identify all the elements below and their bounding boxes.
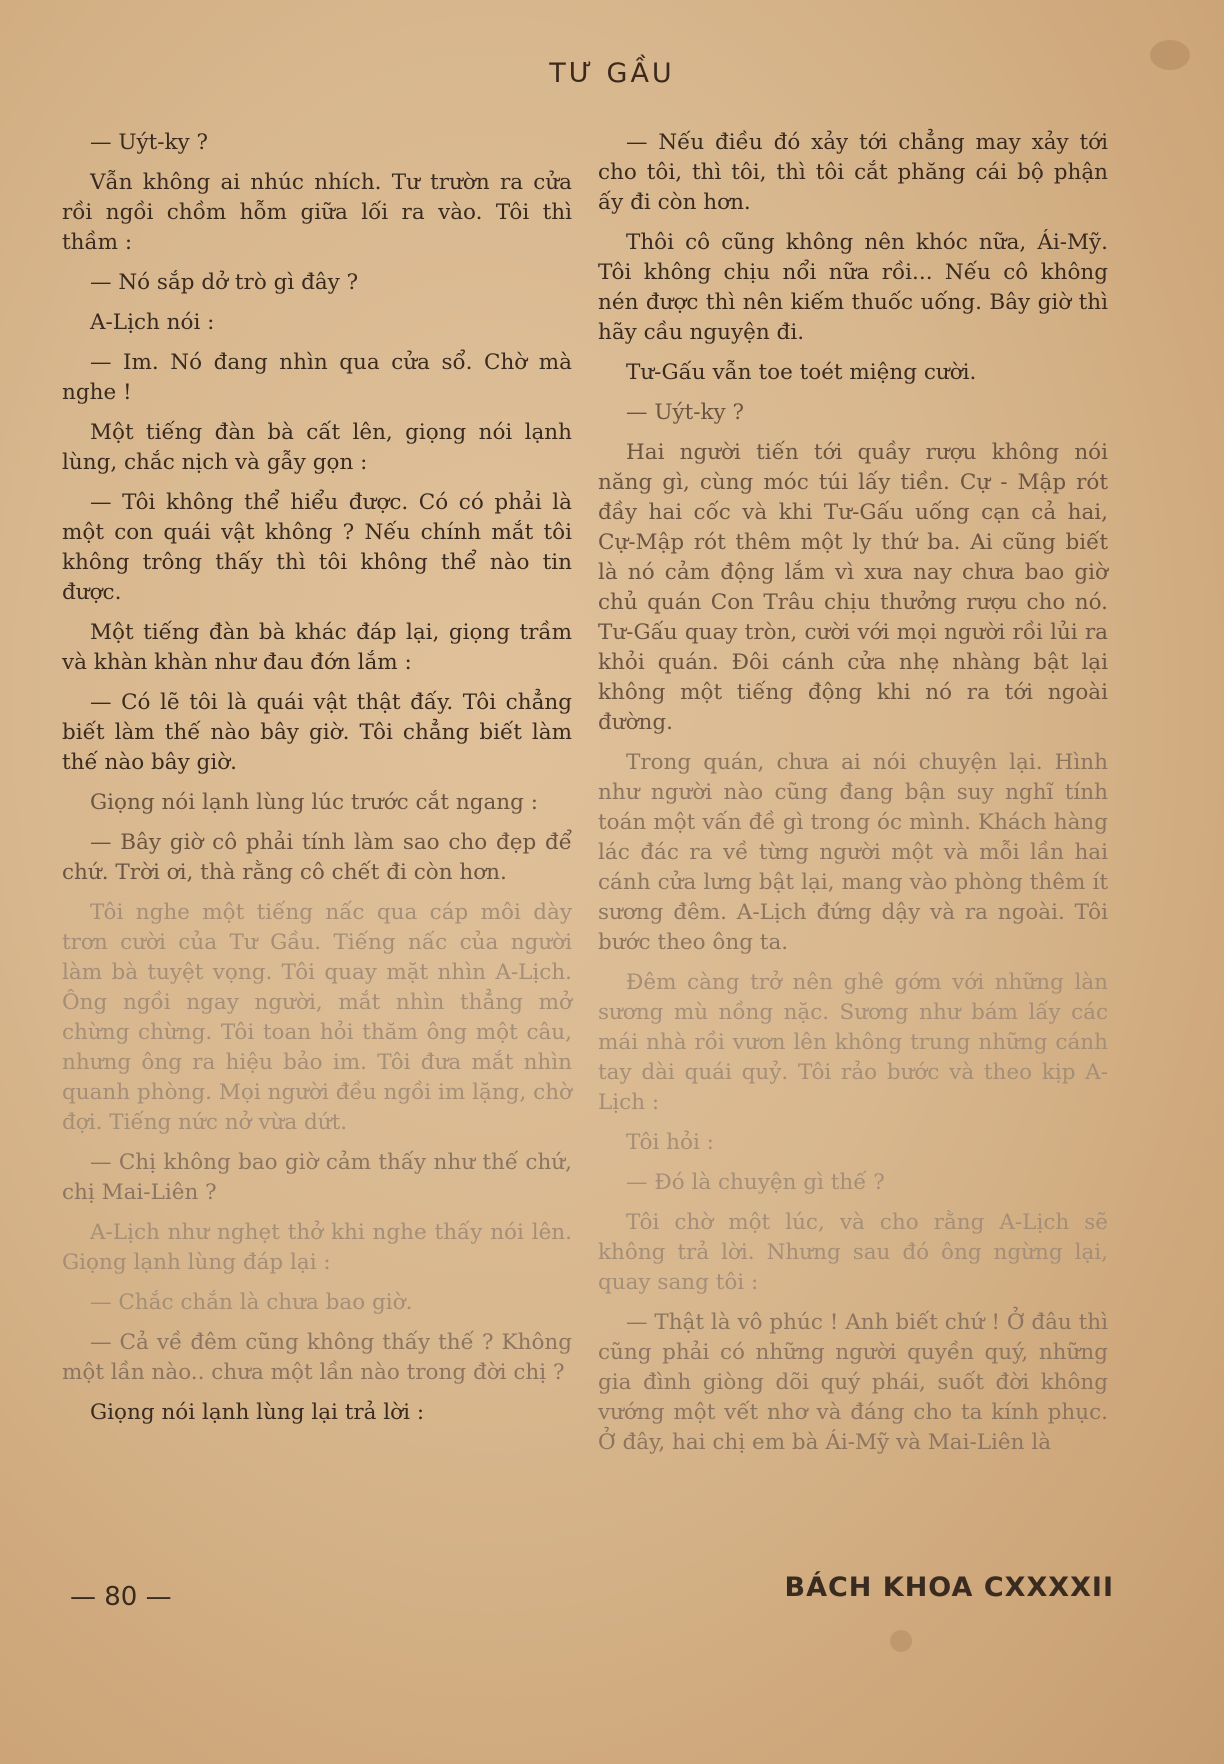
paragraph: — Nó sắp dở trò gì đây ?	[90, 270, 359, 295]
paragraph: Giọng nói lạnh lùng lúc trước cắt ngang :	[90, 790, 538, 815]
paragraph: — Nếu điều đó xảy tới chẳng may xảy tới cho tôi, thì tôi, thì tôi cắt phăng cái bộ phận ấy đi còn hơn.	[598, 130, 1108, 215]
paragraph: — Có lẽ tôi là quái vật thật đấy. Tôi chẳng biết làm thế nào bây giờ. Tôi chẳng biết làm thế nào bây giờ.	[62, 690, 572, 775]
paragraph: — Đó là chuyện gì thế ?	[626, 1170, 885, 1195]
paragraph: A-Lịch nói :	[90, 310, 215, 335]
paragraph: — Tôi không thể hiểu được. Có có phải là một con quái vật không ? Nếu chính mắt tôi không trông thấy thì tôi không thể nào tin được.	[62, 490, 572, 605]
paragraph: — Thật là vô phúc ! Anh biết chứ ! Ở đâu thì cũng phải có những người quyền quý, những gia đình giòng dõi quý phái, suốt đời không vướng một vết nhơ và đáng cho ta kính phục. Ở đây, hai chị em bà Ái-Mỹ và Mai-Liên là	[598, 1310, 1108, 1455]
paragraph: Tôi hỏi :	[626, 1130, 714, 1155]
paragraph: — Uýt-ky ?	[90, 130, 209, 155]
paragraph: — Cả về đêm cũng không thấy thế ? Không một lần nào.. chưa một lần nào trong đời chị ?	[62, 1330, 572, 1385]
magazine-issue: BÁCH KHOA CXXXXII	[784, 1572, 1114, 1603]
right-column	[598, 128, 1108, 1468]
paragraph: Tư-Gấu vẫn toe toét miệng cười.	[626, 360, 977, 385]
paragraph: Trong quán, chưa ai nói chuyện lại. Hình như người nào cũng đang bận suy nghĩ tính toán một vấn đề gì trong óc mình. Khách hàng lác đác ra về từng người một và mỗi lần hai cánh cửa lưng bật lại, mang vào phòng thêm ít sương đêm. A-Lịch đứng dậy và ra ngoài. Tôi bước theo ông ta.	[598, 750, 1108, 955]
paragraph: Hai người tiến tới quầy rượu không nói năng gì, cùng móc túi lấy tiền. Cự - Mập rót đầy hai cốc và khi Tư-Gấu uống cạn cả hai, Cự-Mập rót thêm một ly thứ ba. Ai cũng biết là nó cảm động lắm vì xưa nay chưa bao giờ chủ quán Con Trâu chịu thưởng rượu cho nó. Tư-Gấu quay tròn, cười với mọi người rồi lủi ra khỏi quán. Đôi cánh cửa nhẹ nhàng bật lại không một tiếng động khi nó ra tới ngoài đường.	[598, 440, 1108, 735]
paragraph: — Chị không bao giờ cảm thấy như thế chứ, chị Mai-Liên ?	[62, 1150, 572, 1205]
paragraph: — Bây giờ cô phải tính làm sao cho đẹp để chứ. Trời ơi, thà rằng cô chết đi còn hơn.	[62, 830, 572, 885]
paragraph: A-Lịch như nghẹt thở khi nghe thấy nói lên. Giọng lạnh lùng đáp lại :	[62, 1220, 572, 1275]
paragraph: Tôi nghe một tiếng nấc qua cáp môi dày trơn cười của Tư Gầu. Tiếng nấc của người làm bà tuyệt vọng. Tôi quay mặt nhìn A-Lịch. Ông ngồi ngay người, mắt nhìn thẳng mở chừng chừng. Tôi toan hỏi thăm ông một câu, nhưng ông ra hiệu bảo im. Tôi đưa mắt nhìn quanh phòng. Mọi người đều ngồi im lặng, chờ đợi. Tiếng nức nở vừa dứt.	[62, 900, 572, 1135]
paragraph: — Im. Nó đang nhìn qua cửa sổ. Chờ mà nghe !	[62, 350, 572, 405]
paragraph: — Chắc chắn là chưa bao giờ.	[90, 1290, 413, 1315]
paragraph: Vẫn không ai nhúc nhích. Tư trườn ra cửa rồi ngồi chồm hỗm giữa lối ra vào. Tôi thì thầm :	[62, 170, 572, 255]
paper-stain	[890, 1630, 912, 1652]
left-column	[62, 128, 572, 1438]
paragraph: Một tiếng đàn bà cất lên, giọng nói lạnh lùng, chắc nịch và gẫy gọn :	[62, 420, 572, 475]
paragraph: Một tiếng đàn bà khác đáp lại, giọng trầm và khàn khàn như đau đớn lắm :	[62, 620, 572, 675]
paragraph: Thôi cô cũng không nên khóc nữa, Ái-Mỹ. Tôi không chịu nổi nữa rồi... Nếu cô không nén được thì nên kiếm thuốc uống. Bây giờ thì hãy cầu nguyện đi.	[598, 230, 1108, 345]
paragraph: — Uýt-ky ?	[626, 400, 745, 425]
paragraph: Đêm càng trở nên ghê gớm với những làn sương mù nồng nặc. Sương như bám lấy các mái nhà rồi vươn lên không trung những cánh tay dài quái quỷ. Tôi rảo bước và theo kịp A-Lịch :	[598, 970, 1108, 1115]
paragraph: Giọng nói lạnh lùng lại trả lời :	[90, 1400, 425, 1425]
page-number: — 80 —	[70, 1582, 172, 1612]
running-title: TƯ GẦU	[549, 58, 675, 89]
paragraph: Tôi chờ một lúc, và cho rằng A-Lịch sẽ không trả lời. Nhưng sau đó ông ngừng lại, quay sang tôi :	[598, 1210, 1108, 1295]
